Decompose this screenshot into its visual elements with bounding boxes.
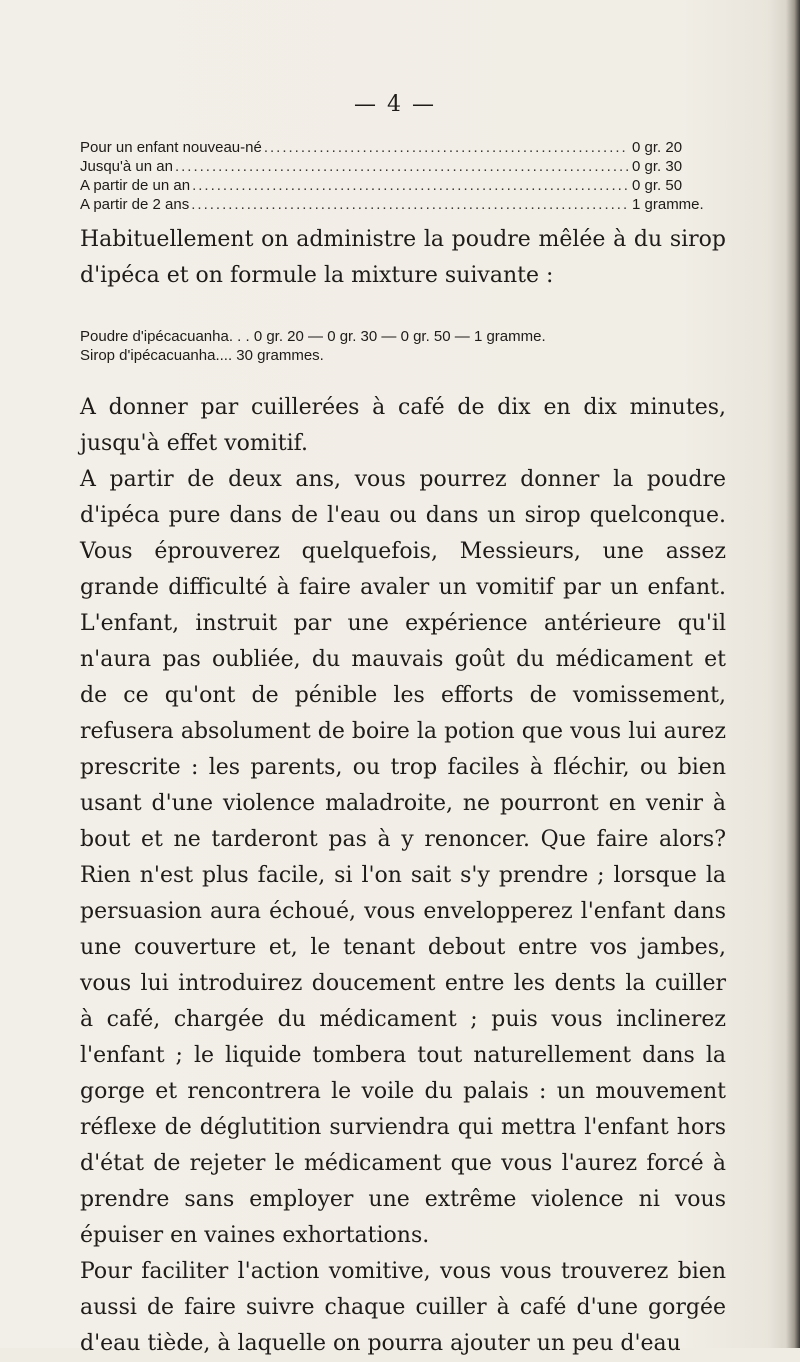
paragraph: A donner par cuillerées à café de dix en dix minutes, jusqu'à effet vomitif. <box>80 395 726 456</box>
formula-line-powder: Poudre d'ipécacuanha. . . 0 gr. 20 — 0 gr. 30 — 0 gr. 50 — 1 gramme. <box>80 328 546 345</box>
dosage-value: 1 gramme. <box>632 196 704 213</box>
leader-dots <box>175 158 628 175</box>
formula-line-syrup: Sirop d'ipécacuanha.... 30 grammes. <box>80 347 324 364</box>
page-edge-shadow <box>786 0 800 1348</box>
prescription-formula <box>80 327 740 365</box>
page-number: — 4 — <box>354 92 436 117</box>
dosage-value: 0 gr. 20 <box>632 139 683 156</box>
dosage-value: 0 gr. 50 <box>632 177 683 194</box>
intro-paragraph: Habituellement on administre la poudre mêlée à du sirop d'ipéca et on formule la mixture suivante : <box>80 227 726 288</box>
paragraph: Pour faciliter l'action vomitive, vous vous trouverez bien aussi de faire suivre chaque cuiller à café d'une gorgée d'eau tiède, à laquelle on pourra ajouter un peu d'eau <box>80 1259 726 1356</box>
leader-dots <box>191 196 628 213</box>
dosage-row <box>80 158 730 177</box>
dosage-age-label: A partir de un an <box>80 177 191 194</box>
dosage-row <box>80 177 730 196</box>
body-text <box>80 390 726 1362</box>
dosage-table <box>80 139 730 215</box>
dosage-age-label: A partir de 2 ans <box>80 196 190 213</box>
dosage-age-label: Jusqu'à un an <box>80 158 173 175</box>
paragraph: A partir de deux ans, vous pourrez donner la poudre d'ipéca pure dans de l'eau ou dans un sirop quelconque. Vous éprouverez quelquefois, Messieurs, une assez grande difficulté à faire avaler un vomitif par un enfant. L'enfant, instruit par une expérience antérieure qu'il n'aura pas oubliée, du mauvais goût du médicament et de ce qu'ont de pénible les efforts de vomissement, refusera absolument de boire la potion que vous lui aurez prescrite : les parents, ou trop faciles à fléchir, ou bien usant d'une violence maladroite, ne pourront en venir à bout et ne tarderont pas à y renoncer. Que faire alors? Rien n'est plus facile, si l'on sait s'y prendre ; lorsque la persuasion aura échoué, vous envelopperez l'enfant dans une couverture et, le tenant debout entre vos jambes, vous lui introduirez doucement entre les dents la cuiller à café, chargée du médicament ; puis vous inclinerez l'enfant ; le liquide tombera tout naturellement dans la gorge et rencontrera le voile du palais : un mouvement réflexe de déglutition surviendra qui mettra l'enfant hors d'état de rejeter le médicament que vous l'aurez forcé à prendre sans employer une extrême violence ni vous épuiser en vaines exhortations. <box>80 467 726 1248</box>
dosage-row <box>80 139 730 158</box>
dosage-row <box>80 196 730 215</box>
dosage-value: 0 gr. 30 <box>632 158 683 175</box>
leader-dots <box>264 139 628 156</box>
dosage-age-label: Pour un enfant nouveau-né <box>80 139 262 156</box>
leader-dots <box>192 177 628 194</box>
